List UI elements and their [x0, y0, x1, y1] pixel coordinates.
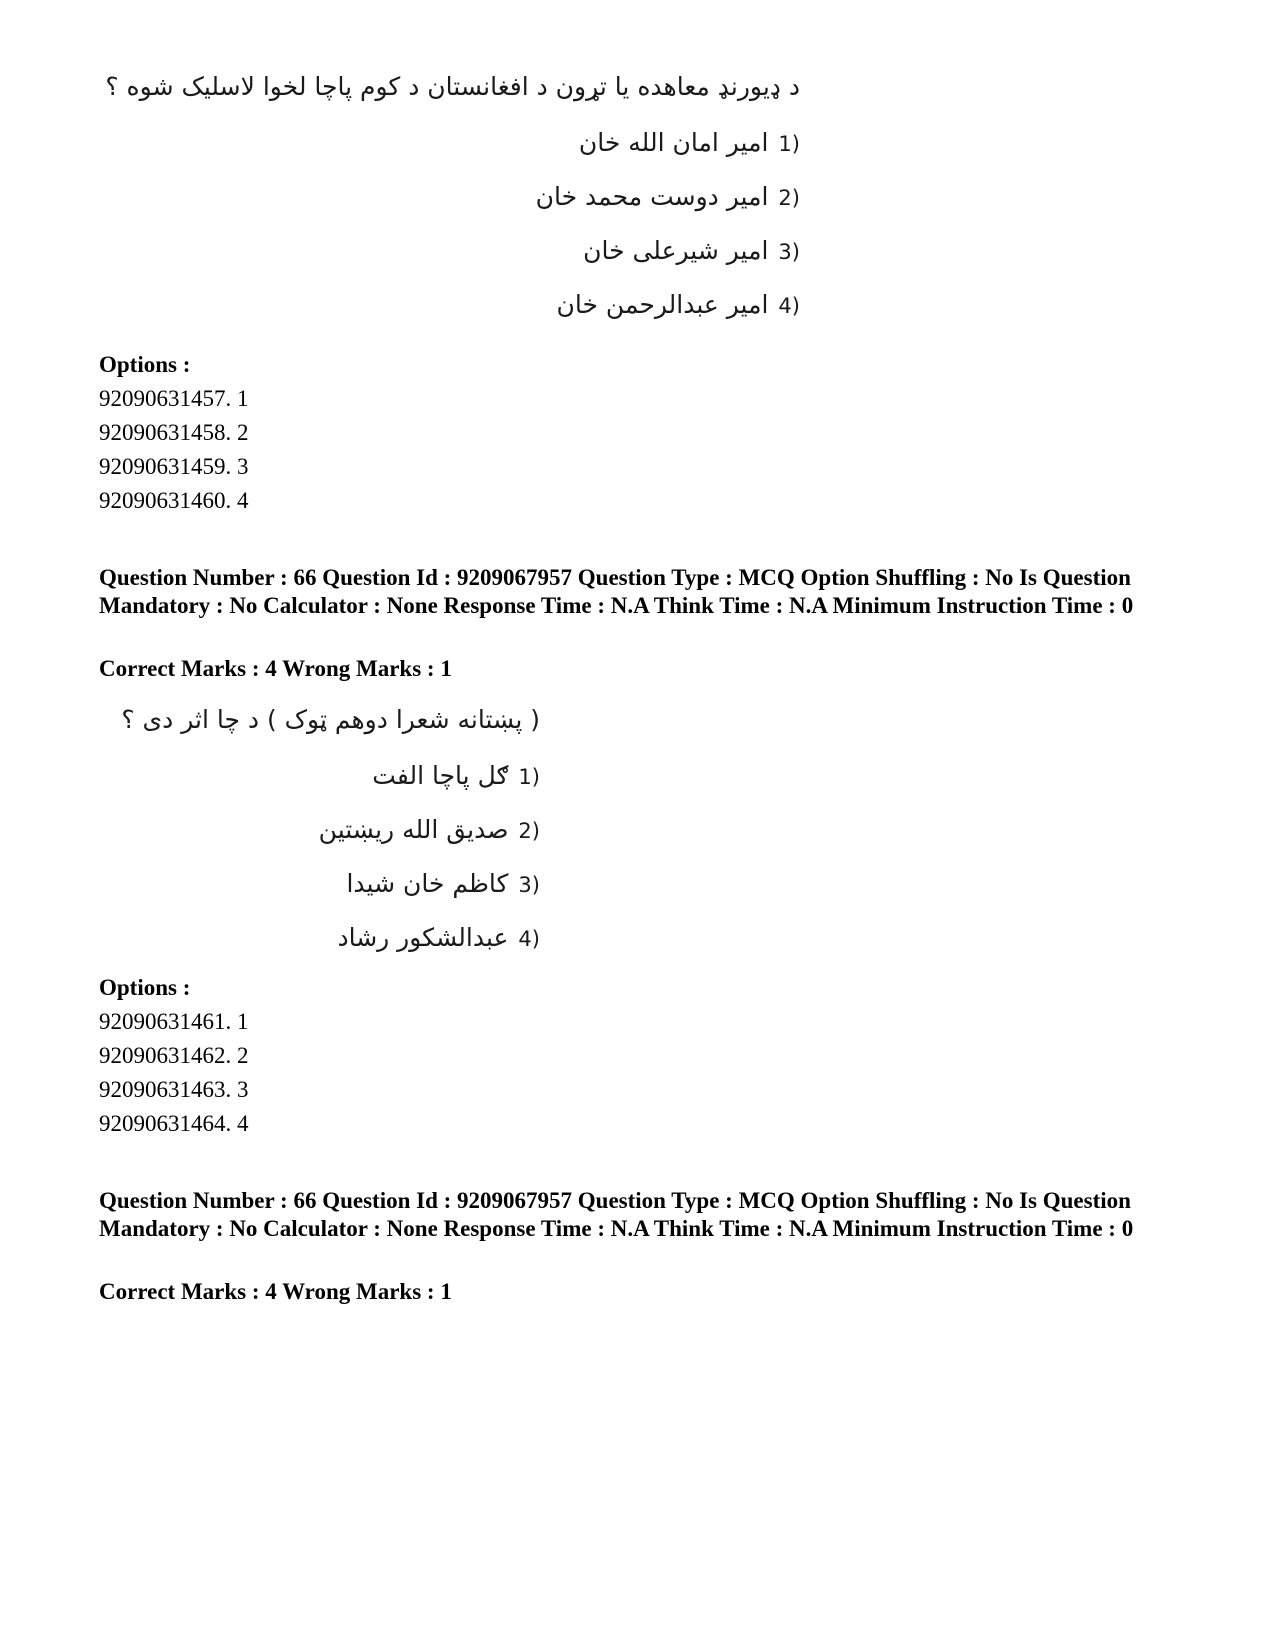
choice-text: صديق الله ريښتين: [318, 815, 509, 844]
choice-text: ګل پاچا الفت: [372, 761, 509, 790]
question-65-choice-3: [583, 236, 800, 265]
choice-number: (3: [778, 240, 800, 264]
question-66-pashto-block: [110, 705, 540, 965]
options-label: Options :: [99, 352, 191, 377]
option-id-line: 92090631461. 1: [99, 1009, 249, 1034]
question-65-choice-1: [579, 128, 800, 157]
option-id-line: 92090631460. 4: [99, 488, 249, 513]
choice-number: (2: [518, 819, 540, 843]
choice-text: امير امان الله خان: [578, 128, 769, 157]
choice-text: کاظم خان شيدا: [346, 869, 509, 898]
question-65-choice-4: [557, 290, 800, 319]
question-65-text: د ډيورنډ معاهده يا تړون د افغانستان د کوم پاچا لخوا لاسليک شوه ؟: [105, 72, 800, 101]
question-66-text: ( پښتانه شعرا دوهم ټوک ) د چا اثر دى ؟: [121, 705, 540, 734]
choice-number: (4: [778, 294, 800, 318]
choice-number: (2: [778, 186, 800, 210]
option-id-line: 92090631464. 4: [99, 1111, 249, 1136]
question-66-meta: Question Number : 66 Question Id : 9209067957 Question Type : MCQ Option Shuffling : No Is Question Mandatory : No Calculator : None Response Time : N.A Think Time : N.A Minimum Instruction Time : 0: [99, 565, 1134, 618]
question-67-meta: Question Number : 66 Question Id : 9209067957 Question Type : MCQ Option Shuffling : No Is Question Mandatory : No Calculator : None Response Time : N.A Think Time : N.A Minimum Instruction Time : 0: [99, 1188, 1134, 1241]
choice-number: (3: [518, 873, 540, 897]
option-id-line: 92090631458. 2: [99, 420, 249, 445]
question-66-choice-4: [337, 923, 540, 952]
option-id-line: 92090631459. 3: [99, 454, 249, 479]
option-id-line: 92090631457. 1: [99, 386, 249, 411]
question-67-marks: Correct Marks : 4 Wrong Marks : 1: [99, 1279, 452, 1304]
question-66-choice-3: [346, 869, 540, 898]
choice-text: عبدالشکور رشاد: [337, 923, 509, 952]
choice-number: (1: [778, 132, 800, 156]
option-id-line: 92090631463. 3: [99, 1077, 249, 1102]
choice-text: امير عبدالرحمن خان: [556, 290, 769, 319]
question-66-choice-1: [372, 761, 540, 790]
question-65-pashto-block: [105, 72, 800, 332]
question-65-choice-2: [536, 182, 800, 211]
question-66-choice-2: [319, 815, 540, 844]
options-label: Options :: [99, 975, 191, 1000]
question-66-marks: Correct Marks : 4 Wrong Marks : 1: [99, 656, 452, 681]
option-id-line: 92090631462. 2: [99, 1043, 249, 1068]
choice-number: (1: [518, 765, 540, 789]
choice-text: امير شيرعلى خان: [583, 236, 769, 265]
choice-text: امير دوست محمد خان: [535, 182, 769, 211]
choice-number: (4: [518, 927, 540, 951]
